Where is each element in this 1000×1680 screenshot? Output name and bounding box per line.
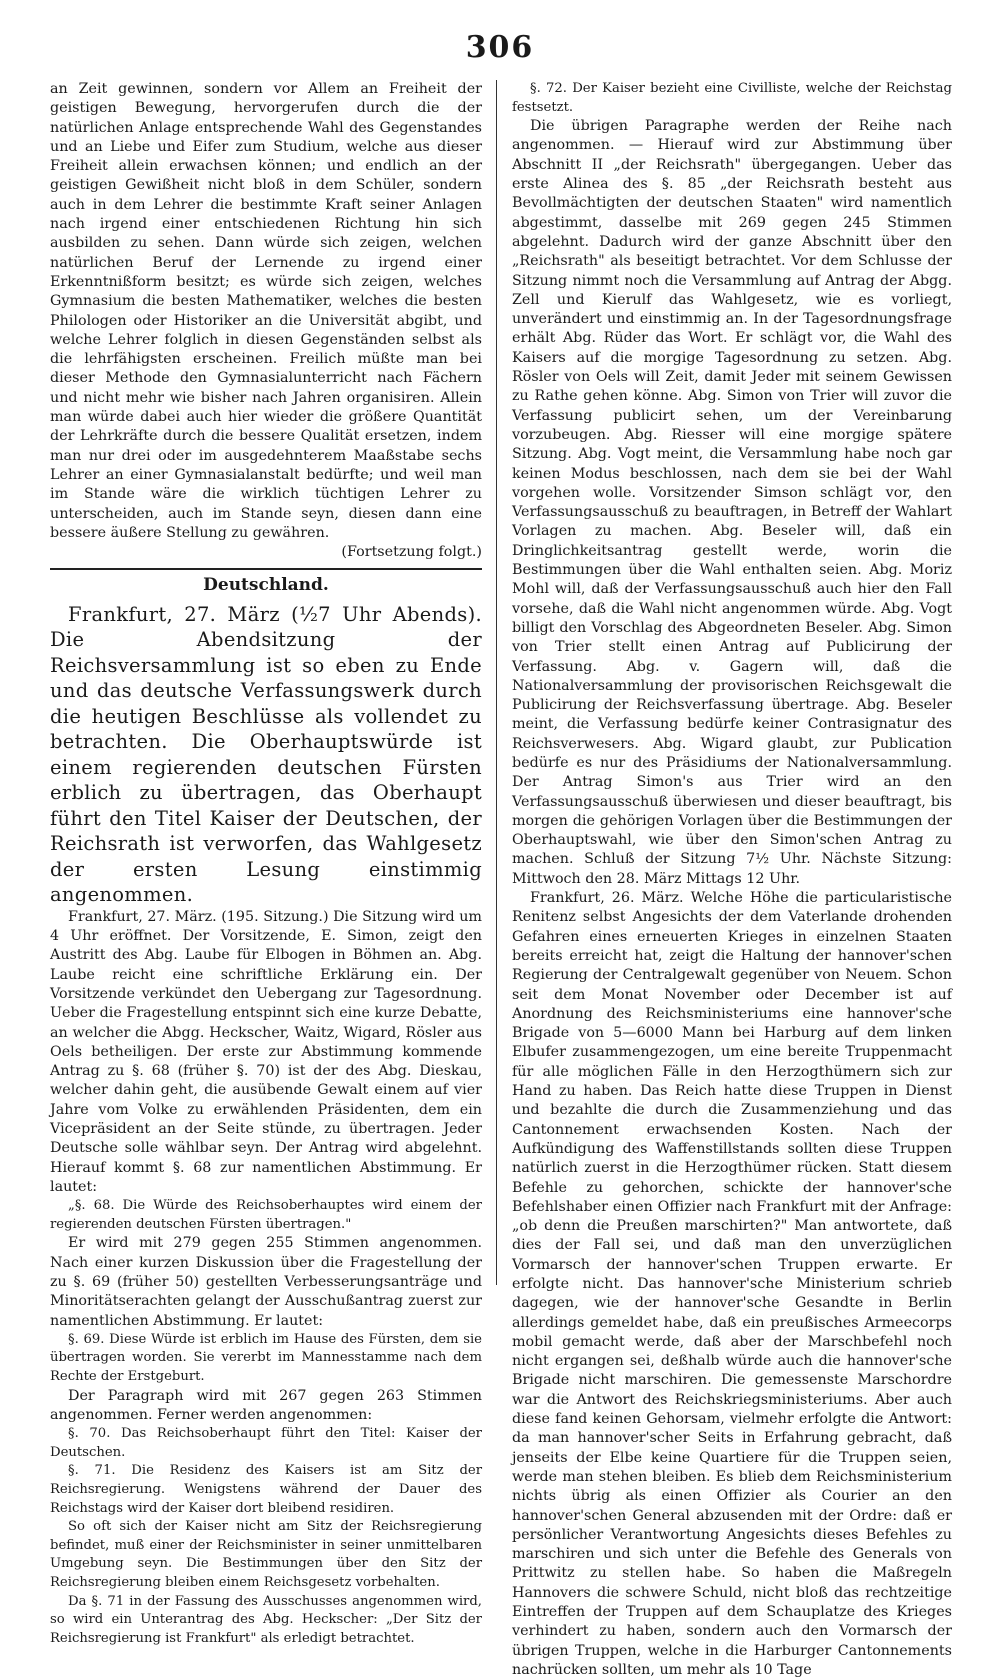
vote-69-paragraph: Der Paragraph wird mit 267 gegen 263 Stimmen angenommen. Ferner werden angenommen: bbox=[50, 1387, 482, 1423]
paragraph-72-quote: §. 72. Der Kaiser bezieht eine Civilliste, welche der Reichstag festsetzt. bbox=[512, 81, 952, 115]
hanover-report-paragraph: Frankfurt, 26. März. Welche Höhe die particularistische Renitenz selbst Angesichts der dem Vaterlande drohenden Gefahren eines erneuerten Krieges in einzelnen Staaten bereits erreicht hat, zeigt die Haltung der hannover'schen Regierung der Centralgewalt gegenüber von Neuem. Schon seit dem Monat November oder December ist auf Anordnung des Reichsministeriums eine hannover'sche Brigade von 5—6000 Mann bei Harburg auf dem linken Elbufer zusammengezogen, um eine bereite Truppenmacht für alle möglichen Fälle in den Herzogthümern sich zur Hand zu haben. Das Reich hatte diese Truppen in Dienst und bezahlte die durch die Zusammenziehung und das Cantonnement erwachsenden Kosten. Nach der Aufkündigung des Waffenstillstands sollten diese Truppen natürlich zuerst in die Herzogthümer rücken. Statt diesem Befehle zu gehorchen, schickte der hannover'sche Befehlshaber einen Offizier nach Frankfurt mit der Anfrage: „ob denn die Preußen marschirten?" Man antwortete, daß dies der Fall sei, und daß man den unverzüglichen Vormarsch der hannover'schen Truppen erwarte. Er erfolgte nicht. Das hannover'sche Ministerium schrieb dagegen, wie der hannover'sche Gesandte in Berlin allerdings gemeldet habe, daß ein preußisches Armeecorps mobil gemacht werde, daß aber der Marschbefehl noch nicht ergangen sei, deßhalb würde auch die hannover'sche Brigade nicht marschiren. Die gemessenste Marschordre war die Antwort des Reichskriegsministeriums. Aber auch diese fand keinen Gehorsam, vielmehr erfolgte die Antwort: da man hannover'scher Seits in Erfahrung gebracht, daß jenseits der Elbe keine Quartiere für die Truppen seien, werde man stehen bleiben. Es blieb dem Reichsministerium nichts übrig als einen Offizier als Courier an den hannover'schen General abzusenden mit der Ordre: daß er persönlicher Verantwortung Angesichts dieses Befehles zu marschiren und sich unter die Befehle des Generals von Prittwitz zu stellen habe. So haben die Maßregeln Hannovers die schwere Schuld, nicht bloß das rechtzeitige Eintreffen der Truppen auf dem Schauplatze des Krieges verhindert zu haben, sondern auch den Vormarsch der übrigen Truppen, welche in die Harburger Cantonnements nachrücken sollten, um mehr als 10 Tage bbox=[512, 890, 952, 1678]
right-column bbox=[512, 80, 952, 1678]
session-continuation-paragraph: Die übrigen Paragraphe werden der Reihe nach angenommen. — Hierauf wird zur Abstimmung über Abschnitt II „der Reichsrath" übergegangen. Ueber das erste Alinea des §. 85 „der Reichsrath besteht aus Bevollmächtigten der deutschen Staaten" wird namentlich abgestimmt, dasselbe mit 269 gegen 245 Stimmen abgelehnt. Dadurch wird der ganze Abschnitt über den „Reichsrath" als beseitigt betrachtet. Vor dem Schlusse der Sitzung nimmt noch die Versammlung auf Antrag der Abgg. Zell und Kierulf das Wahlgesetz, wie es vorliegt, unverändert und einstimmig an. In der Tagesordnungsfrage erhält Abg. Rüder das Wort. Er schlägt vor, die Wahl des Kaisers auf die morgige Tagesordnung zu setzen. Abg. Rösler von Oels will Zeit, damit Jeder mit seinem Gewissen zu Rathe gehen könne. Abg. Simon von Trier will zuvor die Verfassung publicirt sehen, um der Vereinbarung vorzubeugen. Abg. Riesser will eine morgige spätere Sitzung. Abg. Vogt meint, die Versammlung habe noch gar keinen Modus beschlossen, nach dem sie bei der Wahl vorgehen wolle. Vorsitzender Simson schlägt vor, den Verfassungsausschuß zu beauftragen, in Betreff der Wahlart Vorlagen zu machen. Abg. Beseler will, daß ein Dringlichkeitsantrag gestellt werde, worin die Bestimmungen über die Wahl enthalten seien. Abg. Moriz Mohl will, daß der Verfassungsausschuß auch hier den Fall vorsehe, daß die Wahl nicht angenommen würde. Abg. Vogt billigt den Vorschlag des Abgeordneten Beseler. Abg. Simon von Trier stellt einen Antrag auf Publicirung der Verfassung. Abg. v. Gagern will, daß die Nationalversammlung der provisorischen Reichsgewalt die Publicirung der Reichsverfassung übertrage. Abg. Beseler meint, die Verfassung bedürfe keiner Contrasignatur des Reichsverwesers. Abg. Wigard glaubt, zur Publication bedürfe es nur des Präsidiums der Nationalversammlung. Der Antrag Simon's aus Trier wird an den Verfassungsausschuß überwiesen und dieser beauftragt, bis morgen die gehörigen Vorlagen über die Bestimmungen der Oberhauptswahl, wie über den Simon'schen Antrag zu machen. Schluß der Sitzung 7½ Uhr. Nächste Sitzung: Mittwoch den 28. März Mittags 12 Uhr. bbox=[512, 118, 952, 887]
essay-paragraph: an Zeit gewinnen, sondern vor Allem an Freiheit der geistigen Bewegung, hervorgerufen durch die der natürlichen Anlage entsprechende Wahl des Gegenstandes und an Liebe und Eifer zum Studium, welche aus dieser Freiheit allein erwachsen können; und endlich an der geistigen Gewißheit nicht bloß in dem Schüler, sondern auch in dem Lehrer die bestimmte Kraft seiner Anlagen nach irgend einer entschiedenen Richtung hin sich ausbilden zu sehen. Dann würde sich zeigen, welchen natürlichen Beruf der Lernende zu irgend einer Erkenntnißform besitzt; es würde sich zeigen, welches Gymnasium die besten Mathematiker, welches die besten Philologen oder Historiker an die Universität abgibt, und welche Lehrer folglich in diesen Gegenständen selbst als die lehrfähigsten erscheinen. Freilich müßte man bei dieser Methode den Gymnasialunterricht nach Fächern und nicht mehr wie bisher nach Jahren organisiren. Allein man würde dabei auch hier wieder die größere Quantität der Lehrkräfte durch die bessere Qualität ersetzen, indem man nur drei oder im ausgedehnterem Maaßstabe sechs Lehrer an einer Gymnasialanstalt bedürfte; und weil man im Stande wäre die wirklich tüchtigen Lehrer zu unterscheiden, auch im Stande seyn, diesen dann eine bessere äußere Stellung zu gewähren. bbox=[50, 81, 482, 541]
paragraph-69-quote: §. 69. Diese Würde ist erblich im Hause des Fürsten, dem sie übertragen worden. Sie vererbt im Mannesstamme nach dem Rechte der Erstgeburt. bbox=[50, 1331, 482, 1385]
section-divider bbox=[50, 568, 482, 570]
bulletin-paragraph: Frankfurt, 27. März (½7 Uhr Abends). Die Abendsitzung der Reichsversammlung ist so eben zu Ende und das deutsche Verfassungswerk durch die heutigen Beschlüsse als vollendet zu betrachten. Die Oberhauptswürde ist einem regierenden deutschen Fürsten erblich zu übertragen, das Oberhaupt führt den Titel Kaiser der Deutschen, der Reichsrath ist verworfen, das Wahlgesetz der ersten Lesung einstimmig angenommen. bbox=[50, 602, 482, 907]
continued-note: (Fortsetzung folgt.) bbox=[341, 544, 482, 561]
paragraph-68-quote: „§. 68. Die Würde des Reichsoberhauptes wird einem der regierenden deutschen Fürsten übertragen." bbox=[50, 1198, 482, 1232]
session-report-paragraph: Frankfurt, 27. März. (195. Sitzung.) Die Sitzung wird um 4 Uhr eröffnet. Der Vorsitzende, E. Simon, zeigt den Austritt des Abg. Laube für Elbogen in Böhmen an. Abg. Laube reicht eine schriftliche Erklärung ein. Der Vorsitzende verkündet den Uebergang zur Tagesordnung. Ueber die Fragestellung entspinnt sich eine kurze Debatte, an welcher die Abgg. Heckscher, Waitz, Wigard, Rösler aus Oels betheiligen. Der erste zur Abstimmung kommende Antrag zu §. 68 (früher §. 70) ist der des Abg. Dieskau, welcher dahin geht, die ausübende Gewalt einem auf vier Jahre vom Volke zu erwählenden Präsidenten, dem ein Vicepräsident an der Seite stünde, zu übertragen. Jeder Deutsche solle wählbar seyn. Der Antrag wird abgelehnt. Hierauf kommt §. 68 zur namentlichen Abstimmung. Er lautet: bbox=[50, 908, 482, 1195]
paragraph-71-note: Da §. 71 in der Fassung des Ausschusses angenommen wird, so wird ein Unterantrag des Abg. Heckscher: „Der Sitz der Reichsregierung ist Frankfurt" als erledigt betrachtet. bbox=[50, 1593, 482, 1646]
vote-68-paragraph: Er wird mit 279 gegen 255 Stimmen angenommen. Nach einer kurzen Diskussion über die Fragestellung der zu §. 69 (früher 50) gestellten Verbesserungsanträge und Minoritätserachten gelangt der Ausschußantrag zuerst zur namentlichen Abstimmung. Er lautet: bbox=[50, 1235, 482, 1329]
section-heading: Deutschland. bbox=[203, 575, 329, 596]
paragraph-71-quote: §. 71. Die Residenz des Kaisers ist am Sitz der Reichsregierung. Wenigstens während der Dauer des Reichstags wird der Kaiser dort bleibend residiren. bbox=[50, 1463, 482, 1516]
paragraph-71-continuation: So oft sich der Kaiser nicht am Sitz der Reichsregierung befindet, muß einer der Reichsminister in seiner unmittelbaren Umgebung seyn. Die Bestimmungen über den Sitz der Reichsregierung bleiben einem Reichsgesetz vorbehalten. bbox=[50, 1519, 482, 1590]
page-number: 306 bbox=[465, 30, 535, 65]
column-rule bbox=[496, 80, 497, 1285]
paragraph-70-quote: §. 70. Das Reichsoberhaupt führt den Titel: Kaiser der Deutschen. bbox=[50, 1426, 482, 1460]
left-column bbox=[50, 80, 482, 1646]
